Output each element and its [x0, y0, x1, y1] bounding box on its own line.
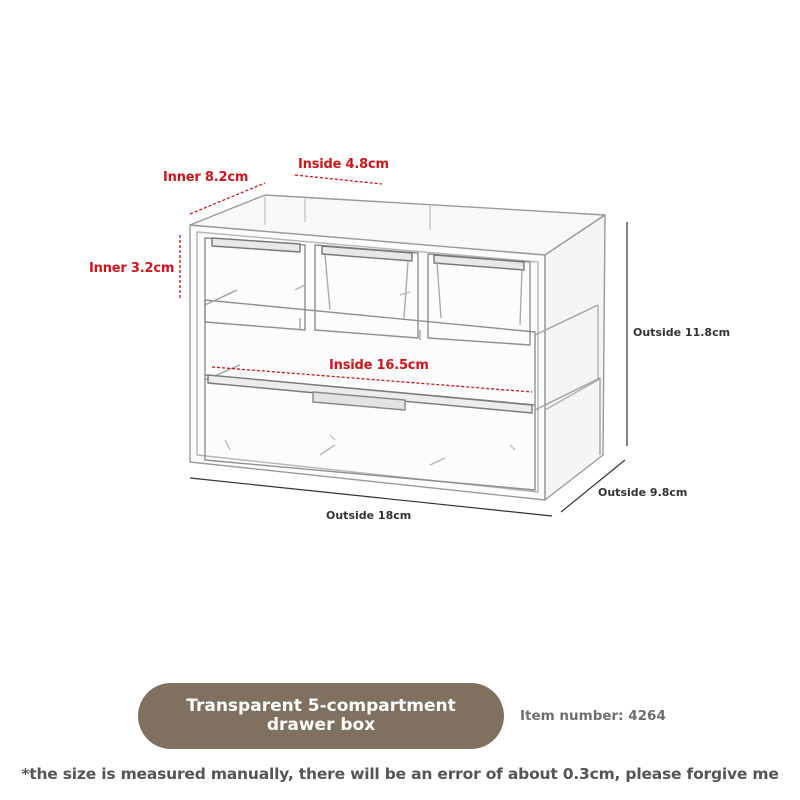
inner-depth-label: Inner 8.2cm: [163, 170, 249, 185]
inside-small-width-label: Inside 4.8cm: [298, 157, 389, 172]
outside-width-label: Outside 18cm: [326, 509, 412, 522]
outside-depth-label: Outside 9.8cm: [598, 486, 688, 499]
measurement-disclaimer: *the size is measured manually, there will be an error of about 0.3cm, please forgive me: [21, 765, 779, 783]
product-title: Transparent 5-compartment drawer box: [186, 696, 456, 735]
product-title-badge: [138, 683, 504, 749]
inside-large-width-label: Inside 16.5cm: [329, 358, 429, 373]
item-number: Item number: 4264: [520, 708, 666, 724]
outside-height-label: Outside 11.8cm: [633, 326, 731, 339]
inner-height-label: Inner 3.2cm: [89, 261, 175, 276]
